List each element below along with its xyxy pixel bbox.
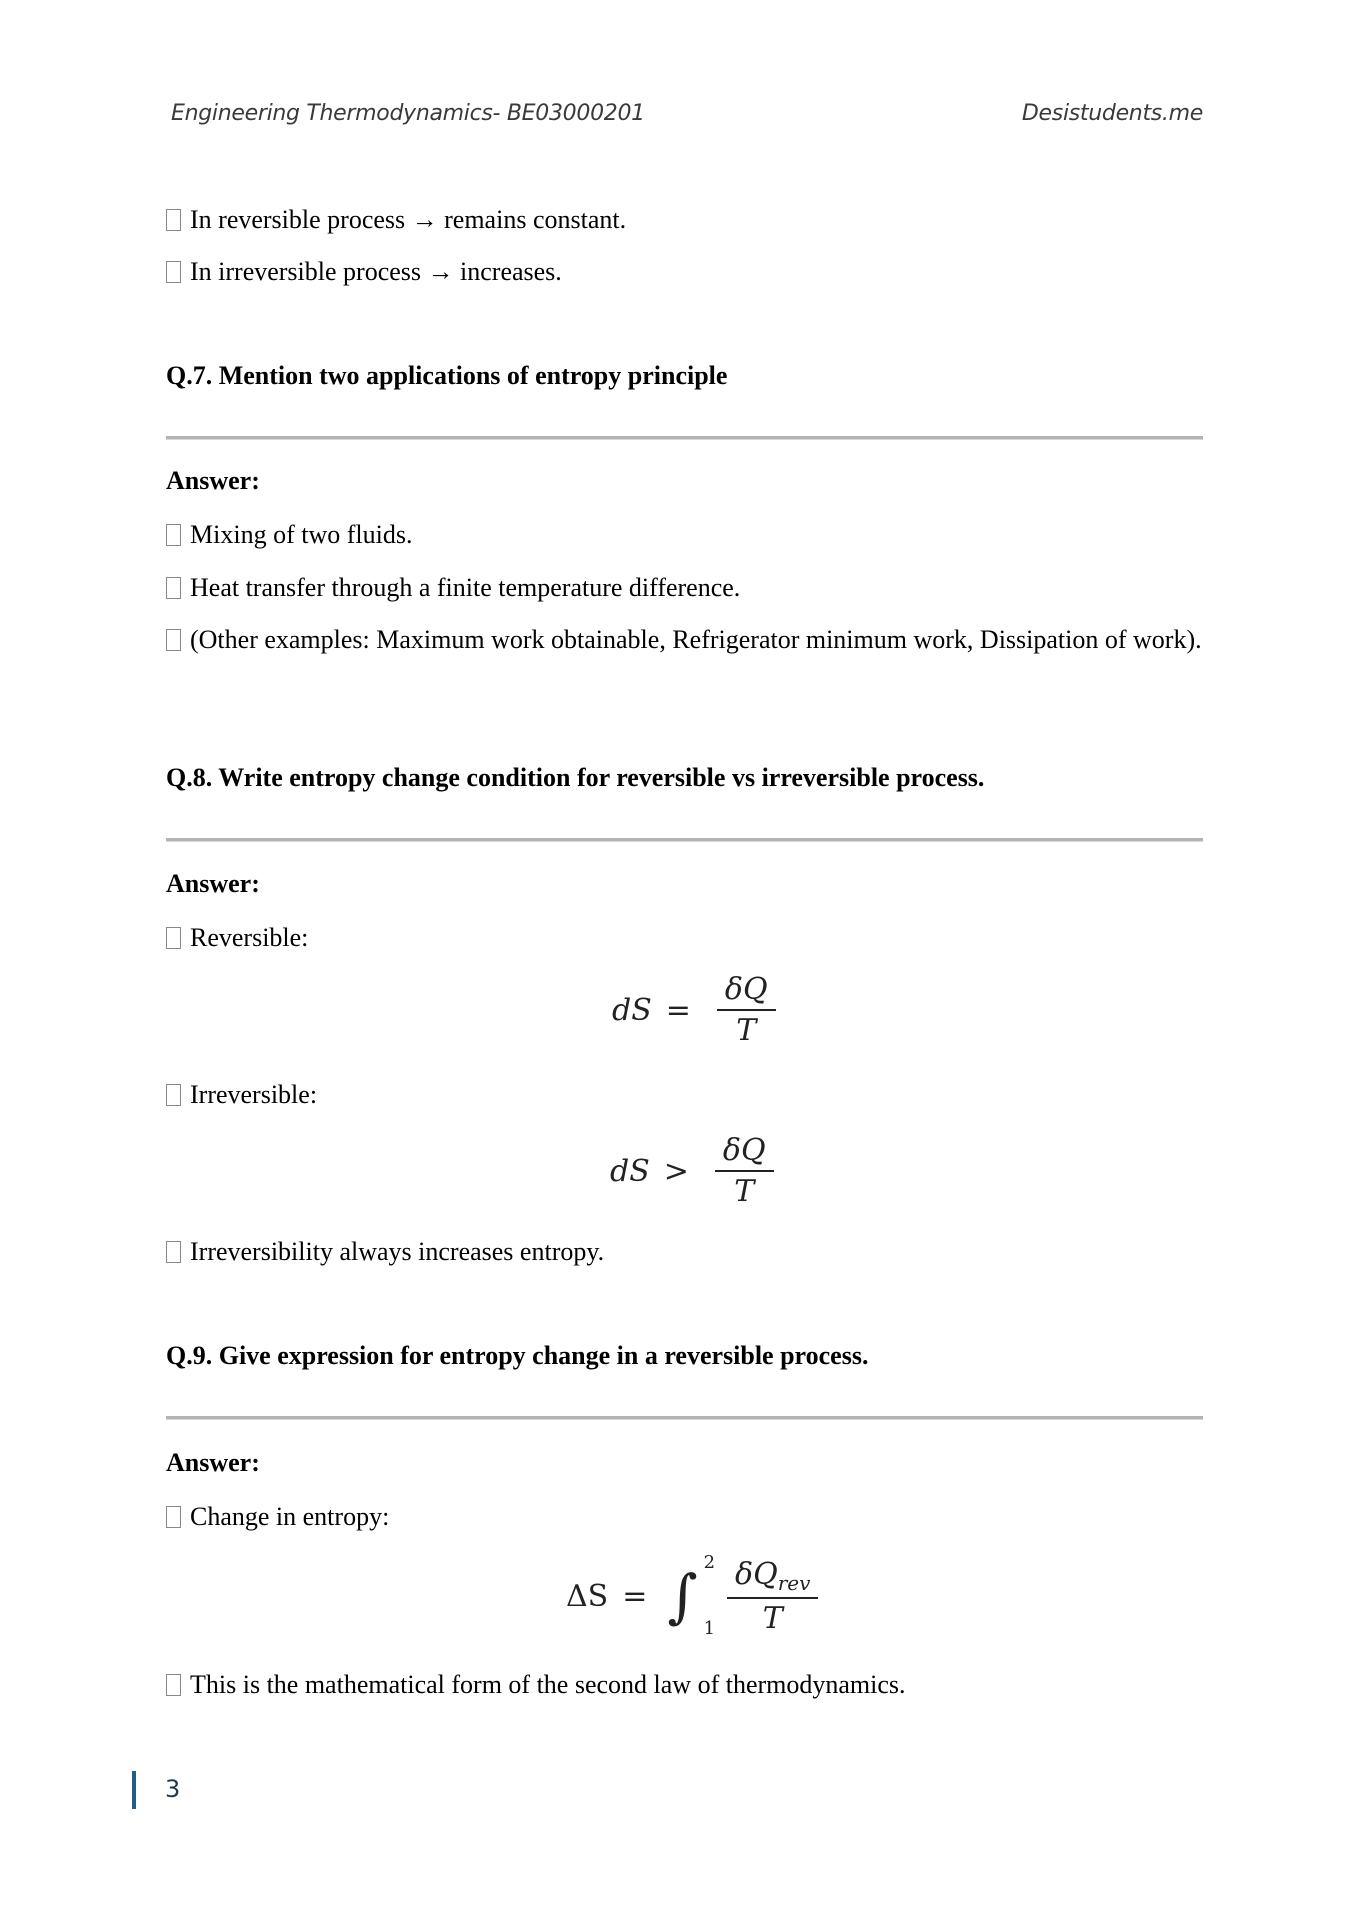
bullet-box-icon [166, 577, 181, 599]
reversible-formula: dS = $\frac{\delta Q}{T}$ [612, 972, 772, 1048]
bullet-box-icon [166, 1084, 181, 1106]
answer-label: Answer: [166, 466, 260, 495]
bullet-box-icon [166, 524, 181, 546]
page-number: 3 [165, 1775, 181, 1803]
horizontal-rule [166, 436, 1203, 440]
integral-sign: ∫ [667, 1562, 698, 1630]
fraction: $\frac{\delta Q_{rev}}{T}$ [731, 1557, 814, 1636]
bullet-box-icon [166, 261, 181, 283]
bullet-box-icon [166, 1674, 181, 1696]
answer-bullet: This is the mathematical form of the second law of thermodynamics. [166, 1668, 1206, 1702]
bullet-box-icon [166, 1506, 181, 1528]
answer-bullet: Heat transfer through a finite temperature difference. [166, 571, 1206, 605]
footer-accent-bar [132, 1771, 136, 1809]
bullet-box-icon [166, 209, 181, 231]
entropy-integral-formula: ΔS = ∫ 2 1 $\frac{\delta Q_{rev}}{T}$ [566, 1553, 814, 1639]
numerator: $\delta Q_{rev}$ [735, 1556, 811, 1595]
bullet-box-icon [166, 1241, 181, 1263]
answer-bullet: (Other examples: Maximum work obtainable, Refrigerator minimum work, Dissipation of work). [166, 623, 1206, 657]
fraction: $\frac{\delta Q}{T}$ [721, 972, 772, 1048]
intro-bullet: In reversible process → remains constant. [166, 203, 1206, 237]
header-course-title: Engineering Thermodynamics- BE03000201 [171, 101, 645, 126]
integral-limits [704, 1553, 715, 1639]
upper-limit: 2 [703, 1552, 716, 1573]
horizontal-rule [166, 1416, 1203, 1420]
question-7-heading: Q.7. Mention two applications of entropy principle [166, 361, 728, 390]
question-9-heading: Q.9. Give expression for entropy change in a reversible process. [166, 1341, 869, 1370]
answer-bullet: Irreversible: [166, 1078, 1206, 1112]
bullet-box-icon [166, 629, 181, 651]
lower-limit: 1 [703, 1618, 716, 1639]
integral [667, 1553, 715, 1639]
answer-bullet: Reversible: [166, 921, 1206, 955]
bullet-box-icon [166, 927, 181, 949]
question-8-heading: Q.8. Write entropy change condition for reversible vs irreversible process. [166, 763, 985, 792]
answer-bullet: Mixing of two fluids. [166, 518, 1206, 552]
answer-bullet: Change in entropy: [166, 1500, 1206, 1534]
intro-bullet: In irreversible process → increases. [166, 255, 1206, 289]
answer-label: Answer: [166, 869, 260, 898]
answer-bullet: Irreversibility always increases entropy. [166, 1235, 1206, 1269]
answer-label: Answer: [166, 1448, 260, 1477]
irreversible-formula: dS > $\frac{\delta Q}{T}$ [610, 1133, 770, 1209]
header-site-name: Desistudents.me [1021, 101, 1203, 126]
horizontal-rule [166, 838, 1203, 842]
fraction: $\frac{\delta Q}{T}$ [719, 1133, 770, 1209]
